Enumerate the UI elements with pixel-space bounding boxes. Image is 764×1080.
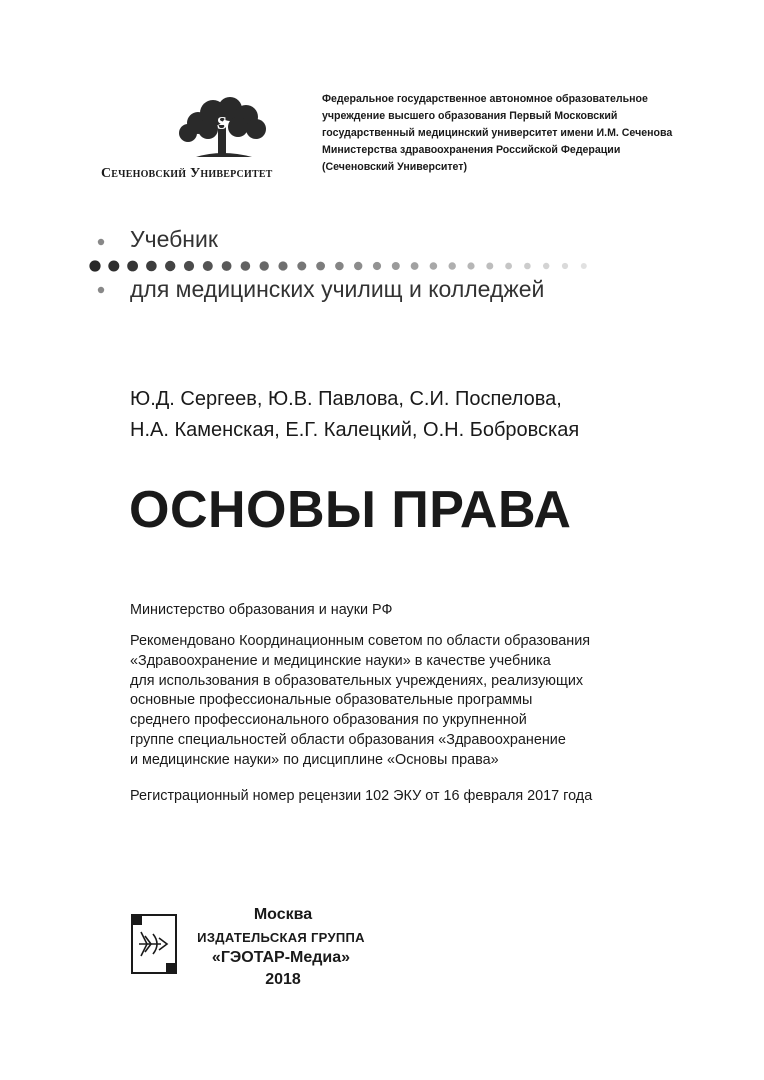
recommendation-line: основные профессиональные образовательные программы [130,692,533,709]
recommendation-line: группе специальностей области образования «Здравоохранение [130,731,566,748]
decor-dot [562,263,568,269]
decor-dot [241,261,251,271]
registration-number: Регистрационный номер рецензии 102 ЭКУ от 16 февраля 2017 года [130,788,593,804]
decor-dot [98,239,104,245]
decor-dot [297,262,306,271]
decor-dot [411,262,419,270]
recommendation-line: среднего профессионального образования по укрупненной [130,712,527,729]
decor-dot [278,261,287,270]
decor-dot [486,263,493,270]
decor-dot [543,263,549,269]
decor-dot [260,261,269,270]
institution-line: Федеральное государственное автономное образовательное [322,93,648,105]
decor-dot [467,262,474,269]
publisher-group: ИЗДАТЕЛЬСКАЯ ГРУППА [197,930,365,945]
svg-text:S: S [216,113,228,133]
recommendation-line: «Здравоохранение и медицинские науки» в качестве учебника [130,652,551,669]
decor-dot [354,262,362,270]
decor-dot [392,262,400,270]
publication-year: 2018 [265,971,301,988]
university-logo-caption: Сеченовский Университет [101,166,273,181]
authors-line: Ю.Д. Сергеев, Ю.В. Павлова, С.И. Поспелова, [130,388,562,410]
book-title: ОСНОВЫ ПРАВА [129,481,572,539]
decor-dot [505,263,512,270]
institution-line: учреждение высшего образования Первый Московский [322,110,618,122]
decor-dot [89,260,100,271]
decor-dot [316,262,325,271]
university-tree-logo-icon [168,95,278,165]
decor-dot [146,261,157,272]
decor-dot [127,261,138,272]
recommendation-text [130,632,590,771]
institution-line: Министерства здравоохранения Российской Федерации [322,144,621,156]
decor-dot [335,262,344,271]
decor-dot [581,263,587,269]
authors-line: Н.А. Каменская, Е.Г. Калецкий, О.Н. Бобровская [130,419,580,441]
decor-dot [449,262,456,269]
decor-dot [524,263,531,270]
publisher-city: Москва [253,906,313,923]
decor-dot [165,261,175,271]
authors-block [130,384,579,446]
series-subtitle: для медицинских училищ и колледжей [130,276,545,302]
decor-dot [222,261,232,271]
decor-dot [203,261,213,271]
decor-dot [430,262,438,270]
recommendation-line: Рекомендовано Координационным советом по области образования [130,633,591,649]
recommendation-line: и медицинские науки» по дисциплине «Основы права» [130,751,499,768]
decor-dot [184,261,194,271]
publisher-name: «ГЭОТАР-Медиа» [211,949,351,966]
series-title: Учебник [130,226,218,252]
institution-line: (Сеченовский Университет) [322,161,468,173]
publisher-logo-icon [131,914,177,974]
institution-info [322,91,673,176]
decor-dot [98,287,104,293]
recommendation-line: для использования в образовательных учреждениях, реализующих [130,672,584,689]
decor-dot [373,262,381,270]
institution-line: государственный медицинский университет имени И.М. Сеченова [322,127,673,139]
ministry-text: Министерство образования и науки РФ [130,602,393,618]
decor-dot [108,261,119,272]
